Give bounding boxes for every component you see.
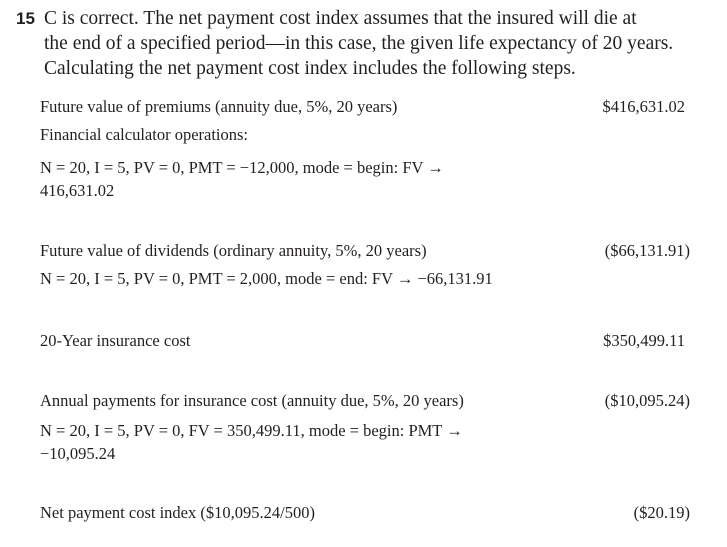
step-note: Financial calculator operations: [40,125,249,144]
step-value: ($66,131.91) [604,241,690,260]
step-value: ($20.19) [633,503,690,522]
step-label: Future value of dividends (ordinary annuity, 5%, 20 years) [40,241,427,260]
question-number: 15 [16,9,35,28]
intro-line-3: Calculating the net payment cost index includes the following steps. [44,58,576,79]
step-label: Net payment cost index ($10,095.24/500) [40,503,315,522]
step-note: N = 20, I = 5, PV = 0, PMT = −12,000, mode = begin: FV → [40,158,444,177]
step-label: 20-Year insurance cost [40,331,191,350]
step-note: N = 20, I = 5, PV = 0, FV = 350,499.11, mode = begin: PMT → [40,421,463,440]
step-value: $416,631.02 [602,97,685,116]
step-label: Future value of premiums (annuity due, 5%, 20 years) [40,97,398,116]
step-note: N = 20, I = 5, PV = 0, PMT = 2,000, mode = end: FV → −66,131.91 [40,269,493,288]
step-value: $350,499.11 [603,331,685,350]
step-label: Annual payments for insurance cost (annuity due, 5%, 20 years) [40,391,464,410]
step-note: −10,095.24 [40,444,116,463]
intro-line-2: the end of a specified period—in this case, the given life expectancy of 20 years. [44,33,674,54]
step-value: ($10,095.24) [604,391,690,410]
step-note: 416,631.02 [40,181,115,200]
intro-line-1: C is correct. The net payment cost index assumes that the insured will die at [44,8,637,29]
